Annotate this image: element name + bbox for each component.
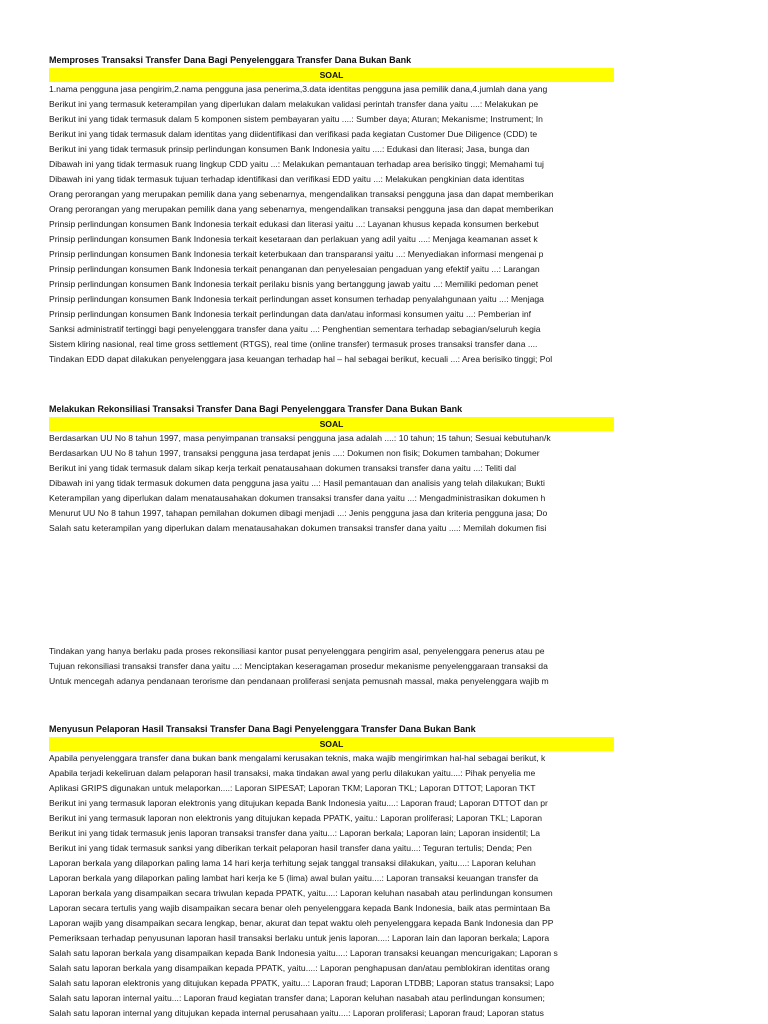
question-row: Orang perorangan yang merupakan pemilik dana yang sebenarnya, mengendalikan transaksi pengguna jasa dan dapat memberikan xyxy=(49,204,554,214)
question-row: Apabila terjadi kekeliruan dalam pelaporan hasil transaksi, maka tindakan awal yang perlu dilakukan yaitu....: Pihak penyelia me xyxy=(49,768,536,778)
question-row: Sistem kliring nasional, real time gross settlement (RTGS), real time (online transfer) termasuk proses transaksi transfer dana .... xyxy=(49,339,538,349)
section-title: Memproses Transaksi Transfer Dana Bagi Penyelenggara Transfer Dana Bukan Bank xyxy=(49,55,412,65)
question-row: Laporan berkala yang dilaporkan paling lama 14 hari kerja terhitung sejak tanggal transaksi dilakukan, yaitu....: Laporan keluhan xyxy=(49,858,536,868)
section-rekonsiliasi-continued xyxy=(49,644,614,689)
question-row: Apabila penyelenggara transfer dana bukan bank mengalami kerusakan teknis, maka wajib mengirimkan hal-hal sebagai berikut, k xyxy=(49,753,546,763)
section-title: Menyusun Pelaporan Hasil Transaksi Transfer Dana Bagi Penyelenggara Transfer Dana Bukan Bank xyxy=(49,724,476,734)
soal-header: SOAL xyxy=(49,417,614,431)
question-row: Laporan secara tertulis yang wajib disampaikan secara benar oleh penyelenggara kepada Bank Indonesia, baik atas permintaan Ba xyxy=(49,903,551,913)
question-row: Laporan berkala yang disampaikan secara triwulan kepada PPATK, yaitu....: Laporan keluhan nasabah atau perlindungan konsumen xyxy=(49,888,553,898)
question-row: Prinsip perlindungan konsumen Bank Indonesia terkait penanganan dan penyelesaian pengaduan yang efektif yaitu ...: Larangan xyxy=(49,264,540,274)
question-row: Dibawah ini yang tidak termasuk tujuan terhadap identifikasi dan verifikasi EDD yaitu ...: Melakukan pengkinian data identitas xyxy=(49,174,525,184)
question-list xyxy=(49,751,614,1021)
section-pelaporan xyxy=(49,723,614,1021)
question-row: Berikut ini yang termasuk keterampilan yang diperlukan dalam melakukan validasi perintah transfer dana yaitu ....: Melakukan pe xyxy=(49,99,539,109)
question-row: Salah satu laporan internal yang ditujukan kepada internal perusahaan yaitu....: Laporan proliferasi; Laporan fraud; Laporan status xyxy=(49,1008,544,1018)
question-row: Orang perorangan yang merupakan pemilik dana yang sebenarnya, mengendalikan transaksi pengguna jasa dan dapat memberikan xyxy=(49,189,554,199)
question-row: Berikut ini yang tidak termasuk dalam identitas yang diidentifikasi dan verifikasi pada kegiatan Customer Due Diligence (CDD) te xyxy=(49,129,538,139)
question-row: Dibawah ini yang tidak termasuk dokumen data pengguna jasa yaitu ...: Hasil pemantauan dan analisis yang telah dilakukan; Bukti xyxy=(49,478,545,488)
question-row: Untuk mencegah adanya pendanaan terorisme dan pendanaan proliferasi senjata pemusnah massal, maka penyelenggara wajib m xyxy=(49,676,549,686)
question-row: Salah satu laporan berkala yang disampaikan kepada Bank Indonesia yaitu....: Laporan transaksi keuangan mencurigakan; Laporan s xyxy=(49,948,558,958)
section-title: Melakukan Rekonsiliasi Transaksi Transfer Dana Bagi Penyelenggara Transfer Dana Bukan Bank xyxy=(49,404,463,414)
question-row: Aplikasi GRIPS digunakan untuk melaporkan....: Laporan SIPESAT; Laporan TKM; Laporan TKL; Laporan DTTOT; Laporan TKT xyxy=(49,783,536,793)
question-row: Salah satu keterampilan yang diperlukan dalam menatausahakan dokumen transaksi transfer dana yaitu ....: Memilah dokumen fisi xyxy=(49,523,547,533)
question-row: Tindakan EDD dapat dilakukan penyelenggara jasa keuangan terhadap hal – hal sebagai berikut, kecuali ...: Area berisiko tinggi; Pol xyxy=(49,354,553,364)
question-row: Berdasarkan UU No 8 tahun 1997, masa penyimpanan transaksi pengguna jasa adalah ....: 10 tahun; 15 tahun; Sesuai kebutuhan/k xyxy=(49,433,551,443)
question-row: Prinsip perlindungan konsumen Bank Indonesia terkait perlindungan asset konsumen terhadap penyalahgunaan yaitu ...: Menjaga xyxy=(49,294,544,304)
section-memproses xyxy=(49,54,614,367)
question-row: Berikut ini yang termasuk laporan elektronis yang ditujukan kepada Bank Indonesia yaitu....: Laporan fraud; Laporan DTTOT dan pr xyxy=(49,798,548,808)
section-rekonsiliasi xyxy=(49,403,614,536)
question-row: Berikut ini yang tidak termasuk sanksi yang diberikan terkait pelaporan hasil transfer dana yaitu...: Teguran tertulis; Denda; Pen xyxy=(49,843,532,853)
soal-header: SOAL xyxy=(49,68,614,82)
question-row: Berikut ini yang termasuk laporan non elektronis yang ditujukan kepada PPATK, yaitu.: Laporan proliferasi; Laporan TKL; Laporan xyxy=(49,813,543,823)
question-row: Salah satu laporan elektronis yang ditujukan kepada PPATK, yaitu...: Laporan fraud; Laporan LTDBB; Laporan status transaksi; Lapo xyxy=(49,978,554,988)
question-row: Sanksi administratif tertinggi bagi penyelenggara transfer dana yaitu ...: Penghentian sementara terhadap sebagian/seluruh kegia xyxy=(49,324,541,334)
question-row: Tindakan yang hanya berlaku pada proses rekonsiliasi kantor pusat penyelenggara pengirim asal, penyelenggara penerus atau pe xyxy=(49,646,545,656)
question-row: Pemeriksaan terhadap penyusunan laporan hasil transaksi berlaku untuk jenis laporan....: Laporan lain dan laporan berkala; Lapora xyxy=(49,933,550,943)
question-row: Berikut ini yang tidak termasuk jenis laporan transaksi transfer dana yaitu...: Laporan berkala; Laporan lain; Laporan insidentil; La xyxy=(49,828,541,838)
question-row: 1.nama pengguna jasa pengirim,2.nama pengguna jasa penerima,3.data identitas pengguna jasa pemilik dana,4.jumlah dana yang xyxy=(49,84,548,94)
question-row: Berikut ini yang tidak termasuk dalam sikap kerja terkait penatausahaan dokumen transaksi transfer dana yaitu ...: Teliti dal xyxy=(49,463,517,473)
question-row: Berikut ini yang tidak termasuk prinsip perlindungan konsumen Bank Indonesia yaitu ....: Edukasi dan literasi; Jasa, bunga dan xyxy=(49,144,530,154)
question-row: Laporan berkala yang dilaporkan paling lambat hari kerja ke 5 (lima) awal bulan yaitu....: Laporan transaksi keuangan transfer da xyxy=(49,873,539,883)
question-row: Salah satu laporan berkala yang disampaikan kepada PPATK, yaitu....: Laporan penghapusan dan/atau pemblokiran identitas orang xyxy=(49,963,550,973)
question-row: Keterampilan yang diperlukan dalam menatausahakan dokumen transaksi transfer dana yaitu ...: Mengadministrasikan dokumen h xyxy=(49,493,546,503)
soal-header: SOAL xyxy=(49,737,614,751)
question-row: Prinsip perlindungan konsumen Bank Indonesia terkait edukasi dan literasi yaitu ...: Layanan khusus kepada konsumen berkebut xyxy=(49,219,539,229)
question-row: Laporan wajib yang disampaikan secara lengkap, benar, akurat dan tepat waktu oleh penyelenggara kepada Bank Indonesia dan PP xyxy=(49,918,554,928)
question-row: Berikut ini yang tidak termasuk dalam 5 komponen sistem pembayaran yaitu ....: Sumber daya; Aturan; Mekanisme; Instrument; In xyxy=(49,114,543,124)
question-row: Prinsip perlindungan konsumen Bank Indonesia terkait keterbukaan dan transparansi yaitu ...: Menyediakan informasi mengenai p xyxy=(49,249,544,259)
question-list xyxy=(49,431,614,536)
question-row: Tujuan rekonsiliasi transaksi transfer dana yaitu ...: Menciptakan keseragaman prosedur mekanisme penyelenggaraan transaksi da xyxy=(49,661,548,671)
question-list xyxy=(49,82,614,367)
question-row: Dibawah ini yang tidak termasuk ruang lingkup CDD yaitu ...: Melakukan pemantauan terhadap area berisiko tinggi; Memahami tuj xyxy=(49,159,544,169)
question-list xyxy=(49,644,614,689)
question-row: Salah satu laporan internal yaitu...: Laporan fraud kegiatan transfer dana; Laporan keluhan nasabah atau perlindungan konsumen; xyxy=(49,993,545,1003)
question-row: Prinsip perlindungan konsumen Bank Indonesia terkait perlindungan data dan/atau informasi konsumen yaitu ...: Pemberian inf xyxy=(49,309,532,319)
question-row: Menurut UU No 8 tahun 1997, tahapan pemilahan dokumen dibagi menjadi ...: Jenis pengguna jasa dan kriteria pengguna jasa; Do xyxy=(49,508,548,518)
question-row: Prinsip perlindungan konsumen Bank Indonesia terkait kesetaraan dan perlakuan yang adil yaitu ....: Menjaga keamanan asset k xyxy=(49,234,538,244)
question-row: Prinsip perlindungan konsumen Bank Indonesia terkait perilaku bisnis yang bertanggung jawab yaitu ...: Memiliki pedoman penet xyxy=(49,279,539,289)
question-row: Berdasarkan UU No 8 tahun 1997, transaksi pengguna jasa terdapat jenis ....: Dokumen non fisik; Dokumen tambahan; Dokumer xyxy=(49,448,540,458)
